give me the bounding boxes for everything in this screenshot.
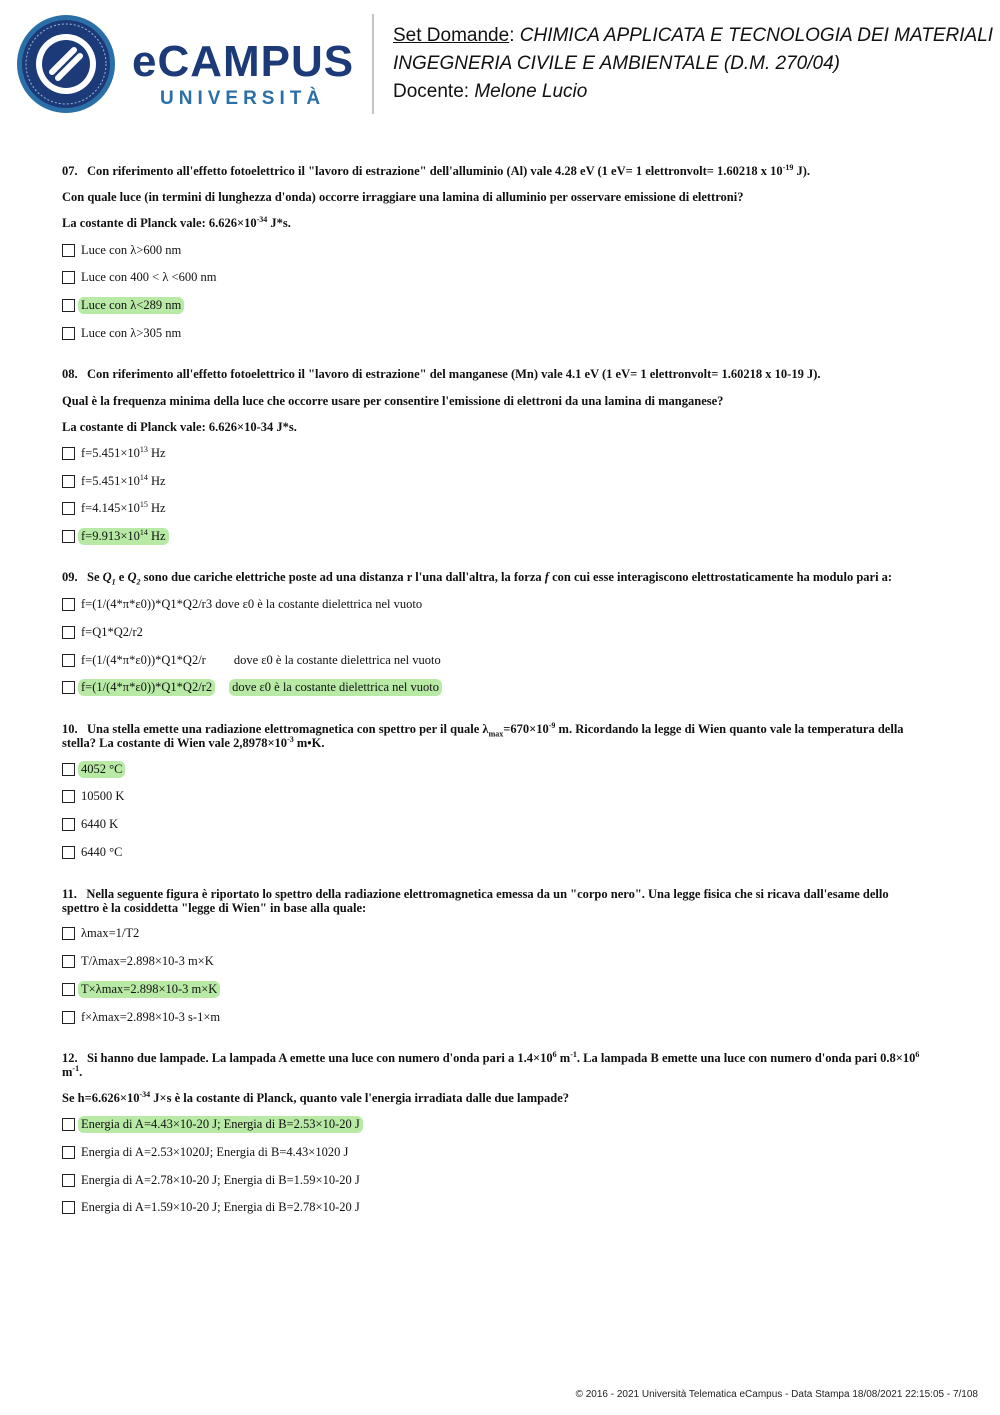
checkbox[interactable]	[62, 681, 75, 694]
q11-option-3-correct[interactable]: T×λmax=2.898×10-3 m×K	[62, 980, 220, 998]
q09-option-3[interactable]: f=(1/(4*π*ε0))*Q1*Q2/r dove ε0 è la costante dielettrica nel vuoto	[62, 651, 444, 669]
page-header	[0, 0, 1000, 130]
q10-option-4[interactable]: 6440 °C	[62, 843, 125, 861]
docente-name: Melone Lucio	[474, 81, 588, 102]
question-08-text: 08. Con riferimento all'effetto fotoelettrico il "lavoro di estrazione" del manganese (Mn) vale 4.1 eV (1 eV= 1 elettronvolt= 1.60218 x 10-19 J).	[62, 367, 821, 381]
checkbox[interactable]	[62, 818, 75, 831]
checkbox[interactable]	[62, 1118, 75, 1131]
question-12-text: 12. Si hanno due lampade. La lampada A emette una luce con numero d'onda pari a $1.4\times 10^6$ $m^{-1}$. La lampada B emette una luce con numero d'onda pari $0.8\times 10^6$ $m^{-1}$.	[62, 1049, 920, 1079]
question-07-text: 07. Con riferimento all'effetto fotoelettrico il "lavoro di estrazione" dell'alluminio (Al) vale 4.28 eV (1 eV= 1 elettronvolt= 1.60218 x $10^{-19}$ J).	[62, 162, 811, 178]
checkbox[interactable]	[62, 927, 75, 940]
q11-option-4[interactable]: f×λmax=2.898×10-3 s-1×m	[62, 1008, 223, 1026]
q08-option-3[interactable]: $f=4.145\times 10^{15}$ Hz	[62, 499, 169, 517]
header-divider	[372, 14, 374, 114]
q11-option-1[interactable]: λmax=1/T2	[62, 924, 142, 942]
checkbox[interactable]	[62, 1011, 75, 1024]
checkbox[interactable]	[62, 955, 75, 968]
question-07-line2: Con quale luce (in termini di lunghezza d'onda) occorre irraggiare una lamina di alluminio per osservare emissione di elettroni?	[62, 190, 744, 204]
q12-option-1-correct[interactable]: Energia di A=4.43×10-20 J; Energia di B=2.53×10-20 J	[62, 1115, 363, 1133]
q09-option-2[interactable]: f=Q1*Q2/r2	[62, 623, 146, 641]
question-08-line3: La costante di Planck vale: 6.626×10-34 J*s.	[62, 420, 297, 434]
checkbox[interactable]	[62, 1146, 75, 1159]
header-info: Set Domande: CHIMICA APPLICATA E TECNOLOGIA DEI MATERIALI INGEGNERIA CIVILE E AMBIENTALE (D.M. 270/04) Docente: Melone Lucio	[393, 25, 994, 102]
ecampus-logo-icon	[16, 14, 116, 114]
q10-option-2[interactable]: 10500 K	[62, 787, 127, 805]
q08-option-1[interactable]: $f=5.451\times 10^{13}$ Hz	[62, 444, 169, 462]
q12-option-3[interactable]: Energia di A=2.78×10-20 J; Energia di B=1.59×10-20 J	[62, 1171, 363, 1189]
q12-option-2[interactable]: Energia di A=2.53×1020J; Energia di B=4.43×1020 J	[62, 1143, 351, 1161]
checkbox[interactable]	[62, 763, 75, 776]
question-07-line3: La costante di Planck vale: $6.626\times 10^{-34}$ J*s.	[62, 214, 291, 230]
checkbox[interactable]	[62, 299, 75, 312]
question-08-line2: Qual è la frequenza minima della luce che occorre usare per consentire l'emissione di elettroni da una lamina di manganese?	[62, 394, 724, 408]
checkbox[interactable]	[62, 983, 75, 996]
q08-option-4-correct[interactable]: $f=9.913\times 10^{14}$ Hz	[62, 527, 169, 545]
checkbox[interactable]	[62, 530, 75, 543]
q12-option-4[interactable]: Energia di A=1.59×10-20 J; Energia di B=2.78×10-20 J	[62, 1198, 363, 1216]
checkbox[interactable]	[62, 447, 75, 460]
checkbox[interactable]	[62, 626, 75, 639]
question-12-line3: Se $h=6.626\times 10^{-34}$ J×s è la costante di Planck, quanto vale l'energia irradiata dalle due lampade?	[62, 1089, 570, 1105]
q07-option-1[interactable]: Luce con λ>600 nm	[62, 241, 184, 259]
set-label: Set Domande	[393, 25, 510, 46]
q09-option-4-correct[interactable]: f=(1/(4*π*ε0))*Q1*Q2/r2 dove ε0 è la costante dielettrica nel vuoto	[62, 678, 442, 696]
question-10-text: 10. Una stella emette una radiazione elettromagnetica con spettro per il quale $\lambda_{max}=670\times 10^{-9}$ m. Ricordando la legge di Wien quanto vale la temperatura della stella? La costante di Wien vale $2,8978\times 10^{-3}$ m•K.	[62, 720, 904, 750]
q09-option-1[interactable]: f=(1/(4*π*ε0))*Q1*Q2/r3 dove ε0 è la costante dielettrica nel vuoto	[62, 595, 425, 613]
checkbox[interactable]	[62, 790, 75, 803]
checkbox[interactable]	[62, 271, 75, 284]
checkbox[interactable]	[62, 475, 75, 488]
logo-wordmark: eCAMPUS	[132, 37, 355, 86]
q07-option-3-correct[interactable]: Luce con λ<289 nm	[62, 296, 184, 314]
docente-label: Docente:	[393, 81, 475, 102]
q11-option-2[interactable]: T/λmax=2.898×10-3 m×K	[62, 952, 217, 970]
checkbox[interactable]	[62, 846, 75, 859]
question-09-text: 09. Se $Q_1$ e $Q_2$ sono due cariche elettriche poste ad una distanza r l'una dall'altra, la forza f con cui esse interagiscono elettrostaticamente ha modulo pari a:	[62, 570, 893, 587]
page-footer: © 2016 - 2021 Università Telematica eCampus - Data Stampa 18/08/2021 22:15:05 - 7/108	[575, 1389, 978, 1400]
course-title: CHIMICA APPLICATA E TECNOLOGIA DEI MATERIALI	[519, 25, 994, 46]
checkbox[interactable]	[62, 654, 75, 667]
q07-option-4[interactable]: Luce con λ>305 nm	[62, 324, 184, 342]
degree-title: INGEGNERIA CIVILE E AMBIENTALE (D.M. 270/04)	[393, 53, 840, 74]
q08-option-2[interactable]: $f=5.451\times 10^{14}$ Hz	[62, 472, 169, 490]
q10-option-1-correct[interactable]: 4052 °C	[62, 760, 125, 778]
checkbox[interactable]	[62, 598, 75, 611]
checkbox[interactable]	[62, 1201, 75, 1214]
checkbox[interactable]	[62, 244, 75, 257]
q10-option-3[interactable]: 6440 K	[62, 815, 121, 833]
checkbox[interactable]	[62, 1174, 75, 1187]
q07-option-2[interactable]: Luce con 400 < λ <600 nm	[62, 268, 219, 286]
checkbox[interactable]	[62, 327, 75, 340]
logo-subtitle: UNIVERSITÀ	[160, 88, 326, 109]
checkbox[interactable]	[62, 502, 75, 515]
question-11-text: 11. Nella seguente figura è riportato lo spettro della radiazione elettromagnetica emessa da un "corpo nero". Una legge fisica che si ricava dall'esame dello spettro è la cosiddetta "legge di Wien" in base alla quale:	[62, 887, 889, 915]
